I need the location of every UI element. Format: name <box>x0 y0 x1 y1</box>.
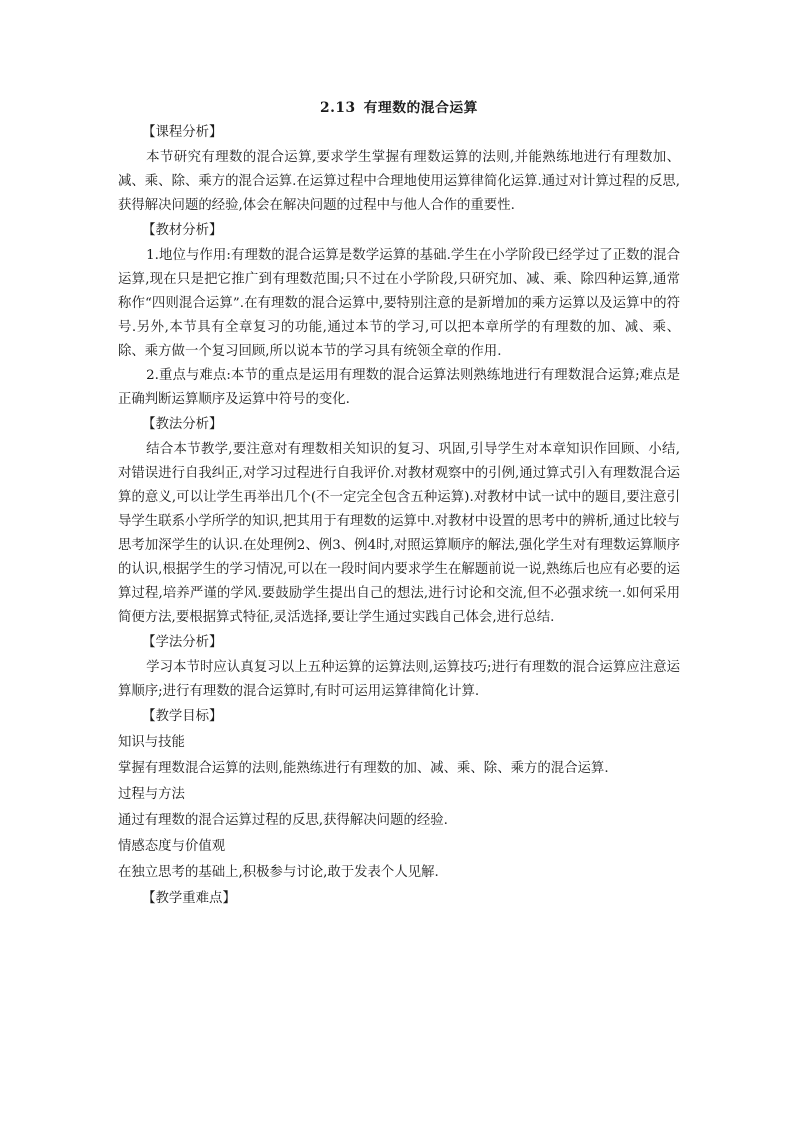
document-page <box>118 96 680 912</box>
paragraph-learning-method: 学习本节时应认真复习以上五种运算的运算法则,运算技巧;进行有理数的混合运算应注意运算顺序;进行有理数的混合运算时,有时可运用运算律简化计算. <box>118 660 680 699</box>
goal-subheading-knowledge: 知识与技能 <box>118 735 185 750</box>
paragraph-teaching-method: 结合本节教学,要注意对有理数相关知识的复习、巩固,引导学生对本章知识作回顾、小结,对错误进行自我纠正,对学习过程进行自我评价.对教材观察中的引例,通过算式引入有理数混合运算的意义,可以让学生再举出几个(不一定完全包含五种运算).对教材中试一试中的题目,要注意引导学生联系小学所学的知识,把其用于有理数的运算中.对教材中设置的思考中的辨析,通过比较与思考加深学生的认识.在处理例2、例3、例4时,对照运算顺序的解法,强化学生对有理数运算顺序的认识,根据学生的学习情况,可以在一段时间内要求学生在解题前说一说,熟练后也应有必要的运算过程,培养严谨的学风.要鼓励学生提出自己的想法,进行讨论和交流,但不必强求统一.如何采用简便方法,要根据算式特征,灵活选择,要让学生通过实践自己体会,进行总结. <box>118 442 680 625</box>
heading-learning-method: 【学法分析】 <box>142 635 223 650</box>
heading-teaching-goals: 【教学目标】 <box>142 709 223 724</box>
paragraph-textbook-role: 1.地位与作用:有理数的混合运算是数学运算的基础.学生在小学阶段已经学过了正数的混合运算,现在只是把它推广到有理数范围;只不过在小学阶段,只研究加、减、乘、除四种运算,通常称作“四则混合运算”.在有理数的混合运算中,要特别注意的是新增加的乘方运算以及运算中的符号.另外,本节具有全章复习的功能,通过本节的学习,可以把本章所学的有理数的加、减、乘、除、乘方做一个复习回顾,所以说本节的学习具有统领全章的作用. <box>118 248 680 359</box>
goal-subheading-process: 过程与方法 <box>118 787 185 802</box>
title-number: 2.13 <box>320 100 356 116</box>
title-text: 有理数的混合运算 <box>363 100 478 116</box>
goal-text-knowledge: 掌握有理数混合运算的法则,能熟练进行有理数的加、减、乘、除、乘方的混合运算. <box>118 761 609 776</box>
goal-text-attitude: 在独立思考的基础上,积极参与讨论,敢于发表个人见解. <box>118 865 439 880</box>
goal-subheading-attitude: 情感态度与价值观 <box>118 839 226 854</box>
heading-course-analysis: 【课程分析】 <box>142 125 223 140</box>
heading-teaching-method: 【教法分析】 <box>142 417 223 432</box>
heading-textbook-analysis: 【教材分析】 <box>142 223 223 238</box>
paragraph-course-analysis: 本节研究有理数的混合运算,要求学生掌握有理数运算的法则,并能熟练地进行有理数加、减、乘、除、乘方的混合运算.在运算过程中合理地使用运算律简化运算.通过对计算过程的反思,获得解决问题的经验,体会在解决问题的过程中与他人合作的重要性. <box>118 150 680 213</box>
heading-key-points: 【教学重难点】 <box>142 891 236 906</box>
document-title <box>118 96 680 120</box>
goal-text-process: 通过有理数的混合运算过程的反思,获得解决问题的经验. <box>118 813 448 828</box>
paragraph-textbook-keypoints: 2.重点与难点:本节的重点是运用有理数的混合运算法则熟练地进行有理数混合运算;难点是正确判断运算顺序及运算中符号的变化. <box>118 368 680 407</box>
